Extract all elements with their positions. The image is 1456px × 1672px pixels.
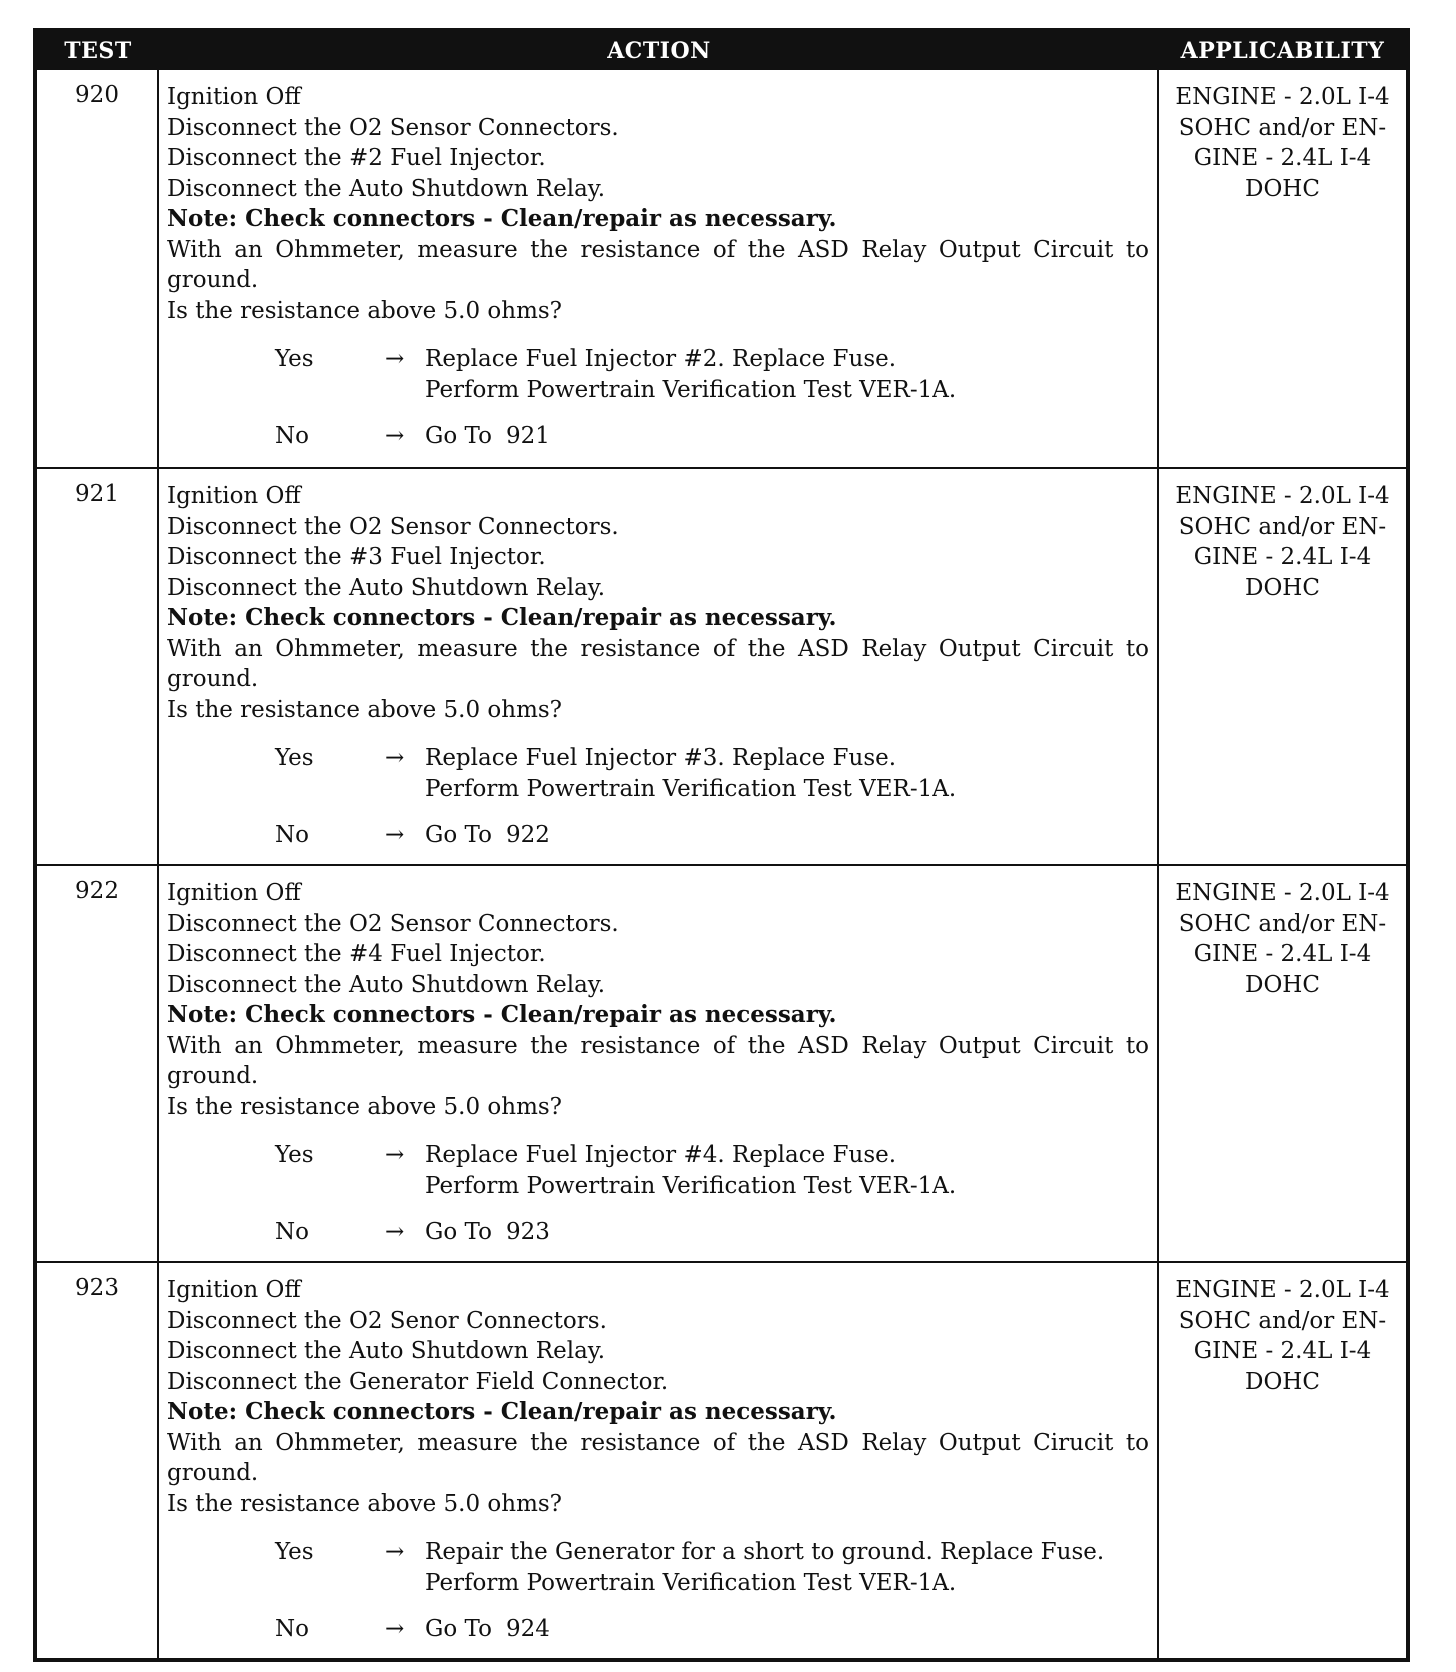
go-to-target: 921 bbox=[505, 423, 550, 449]
table-row bbox=[37, 864, 1406, 1261]
no-answer bbox=[167, 820, 1149, 851]
go-to-label: Go To bbox=[425, 1219, 492, 1245]
arrow-icon: → bbox=[385, 1616, 405, 1642]
yes-result bbox=[425, 743, 1149, 804]
applicability-cell bbox=[1159, 70, 1406, 467]
action-line: Disconnect the O2 Sensor Connectors. bbox=[167, 910, 619, 937]
yes-result bbox=[425, 344, 1149, 405]
header-test: TEST bbox=[64, 38, 132, 64]
no-label: No bbox=[275, 822, 309, 848]
yes-result-line: Perform Powertrain Verification Test VER-1A. bbox=[425, 1172, 957, 1199]
yes-answer bbox=[167, 344, 1149, 405]
test-number: 922 bbox=[37, 866, 159, 1261]
yes-label: Yes bbox=[275, 1142, 314, 1168]
action-line: Disconnect the Auto Shutdown Relay. bbox=[167, 574, 606, 601]
yes-result-line: Perform Powertrain Verification Test VER-1A. bbox=[425, 775, 957, 802]
table-row bbox=[37, 70, 1406, 467]
applicability-line: DOHC bbox=[1245, 574, 1320, 601]
measure-line-cont: ground. bbox=[167, 1460, 259, 1486]
yes-answer bbox=[167, 1140, 1149, 1201]
arrow-icon: → bbox=[385, 1219, 405, 1245]
table-row bbox=[37, 1261, 1406, 1658]
applicability-line: DOHC bbox=[1245, 1368, 1320, 1395]
measure-line: With an Ohmmeter, measure the resistance of the ASD Relay Output Circuit to bbox=[167, 236, 1149, 263]
no-answer bbox=[167, 1614, 1149, 1645]
no-label: No bbox=[275, 1219, 309, 1245]
yes-result-line: Repair the Generator for a short to ground. Replace Fuse. bbox=[425, 1539, 1105, 1565]
yes-label: Yes bbox=[275, 745, 314, 771]
go-to-target: 924 bbox=[505, 1616, 550, 1642]
arrow-icon: → bbox=[385, 745, 405, 771]
go-to-target: 923 bbox=[505, 1219, 550, 1245]
no-result bbox=[425, 1217, 1149, 1248]
measure-line-cont: ground. bbox=[167, 267, 259, 293]
question-line: Is the resistance above 5.0 ohms? bbox=[167, 1490, 563, 1517]
action-line: Ignition Off bbox=[167, 483, 301, 509]
action-line: Disconnect the Auto Shutdown Relay. bbox=[167, 971, 606, 998]
yes-result-line: Replace Fuel Injector #2. Replace Fuse. bbox=[425, 346, 897, 372]
yes-result bbox=[425, 1140, 1149, 1201]
applicability-line: ENGINE - 2.0L I-4 bbox=[1175, 1277, 1390, 1303]
arrow-icon: → bbox=[385, 1142, 405, 1168]
no-result bbox=[425, 1614, 1149, 1645]
applicability-line: SOHC and/or EN- bbox=[1178, 910, 1387, 937]
yes-label: Yes bbox=[275, 346, 314, 372]
question-line: Is the resistance above 5.0 ohms? bbox=[167, 696, 563, 723]
yes-result-line: Perform Powertrain Verification Test VER-1A. bbox=[425, 1569, 957, 1596]
action-line: Ignition Off bbox=[167, 880, 301, 906]
yes-result bbox=[425, 1537, 1149, 1598]
action-line: Ignition Off bbox=[167, 84, 301, 110]
action-line: Disconnect the O2 Sensor Connectors. bbox=[167, 114, 619, 141]
applicability-line: GINE - 2.4L I-4 bbox=[1193, 941, 1372, 967]
action-line: Disconnect the O2 Sensor Connectors. bbox=[167, 513, 619, 540]
header-applicability: APPLICABILITY bbox=[1180, 38, 1385, 64]
action-line: Disconnect the Auto Shutdown Relay. bbox=[167, 1338, 606, 1364]
yes-result-line: Perform Powertrain Verification Test VER-1A. bbox=[425, 376, 957, 403]
applicability-cell bbox=[1159, 866, 1406, 1261]
applicability-cell bbox=[1159, 469, 1406, 864]
note-line: Note: Check connectors - Clean/repair as necessary. bbox=[167, 1398, 837, 1425]
measure-line-cont: ground. bbox=[167, 666, 259, 692]
applicability-line: ENGINE - 2.0L I-4 bbox=[1175, 880, 1390, 906]
go-to-label: Go To bbox=[425, 822, 492, 848]
question-line: Is the resistance above 5.0 ohms? bbox=[167, 1093, 563, 1120]
action-cell bbox=[159, 866, 1159, 1261]
yes-label: Yes bbox=[275, 1539, 314, 1565]
measure-line: With an Ohmmeter, measure the resistance of the ASD Relay Output Cirucit to bbox=[167, 1429, 1149, 1456]
applicability-line: ENGINE - 2.0L I-4 bbox=[1175, 483, 1390, 509]
applicability-line: SOHC and/or EN- bbox=[1178, 114, 1387, 141]
no-label: No bbox=[275, 1616, 309, 1642]
note-line: Note: Check connectors - Clean/repair as necessary. bbox=[167, 604, 837, 631]
answers bbox=[167, 743, 1149, 851]
no-label: No bbox=[275, 423, 309, 449]
measure-line: With an Ohmmeter, measure the resistance of the ASD Relay Output Circuit to bbox=[167, 635, 1149, 662]
applicability-line: DOHC bbox=[1245, 971, 1320, 998]
action-line: Disconnect the #3 Fuel Injector. bbox=[167, 544, 546, 570]
table-header bbox=[37, 32, 1406, 70]
no-result bbox=[425, 820, 1149, 851]
yes-answer bbox=[167, 1537, 1149, 1598]
table-body bbox=[37, 70, 1406, 1658]
measure-line-cont: ground. bbox=[167, 1063, 259, 1089]
no-result bbox=[425, 421, 1149, 452]
test-number: 921 bbox=[37, 469, 159, 864]
applicability-line: DOHC bbox=[1245, 175, 1320, 202]
header-action: ACTION bbox=[607, 38, 711, 64]
action-cell bbox=[159, 70, 1159, 467]
action-cell bbox=[159, 469, 1159, 864]
measure-line: With an Ohmmeter, measure the resistance of the ASD Relay Output Circuit to bbox=[167, 1032, 1149, 1059]
go-to-label: Go To bbox=[425, 423, 492, 449]
no-answer bbox=[167, 1217, 1149, 1248]
note-line: Note: Check connectors - Clean/repair as necessary. bbox=[167, 1001, 837, 1028]
arrow-icon: → bbox=[385, 423, 405, 449]
yes-result-line: Replace Fuel Injector #4. Replace Fuse. bbox=[425, 1142, 897, 1168]
applicability-line: GINE - 2.4L I-4 bbox=[1193, 544, 1372, 570]
go-to-target: 922 bbox=[505, 822, 550, 848]
go-to-label: Go To bbox=[425, 1616, 492, 1642]
yes-result-line: Replace Fuel Injector #3. Replace Fuse. bbox=[425, 745, 897, 771]
applicability-line: ENGINE - 2.0L I-4 bbox=[1175, 84, 1390, 110]
question-line: Is the resistance above 5.0 ohms? bbox=[167, 297, 563, 324]
action-cell bbox=[159, 1263, 1159, 1658]
applicability-line: SOHC and/or EN- bbox=[1178, 1307, 1387, 1334]
no-answer bbox=[167, 421, 1149, 452]
diagnostic-test-table bbox=[33, 28, 1410, 1662]
arrow-icon: → bbox=[385, 1539, 405, 1565]
action-line: Disconnect the Generator Field Connector. bbox=[167, 1368, 669, 1395]
action-line: Disconnect the Auto Shutdown Relay. bbox=[167, 175, 606, 202]
action-line: Disconnect the #4 Fuel Injector. bbox=[167, 941, 546, 967]
action-line: Ignition Off bbox=[167, 1277, 301, 1303]
test-number: 923 bbox=[37, 1263, 159, 1658]
applicability-line: SOHC and/or EN- bbox=[1178, 513, 1387, 540]
answers bbox=[167, 1537, 1149, 1645]
arrow-icon: → bbox=[385, 346, 405, 372]
arrow-icon: → bbox=[385, 822, 405, 848]
applicability-line: GINE - 2.4L I-4 bbox=[1193, 1338, 1372, 1364]
answers bbox=[167, 344, 1149, 452]
test-number: 920 bbox=[37, 70, 159, 467]
action-line: Disconnect the O2 Senor Connectors. bbox=[167, 1307, 607, 1334]
action-line: Disconnect the #2 Fuel Injector. bbox=[167, 145, 546, 171]
table-row bbox=[37, 467, 1406, 864]
answers bbox=[167, 1140, 1149, 1248]
applicability-cell bbox=[1159, 1263, 1406, 1658]
yes-answer bbox=[167, 743, 1149, 804]
note-line: Note: Check connectors - Clean/repair as necessary. bbox=[167, 205, 837, 232]
applicability-line: GINE - 2.4L I-4 bbox=[1193, 145, 1372, 171]
